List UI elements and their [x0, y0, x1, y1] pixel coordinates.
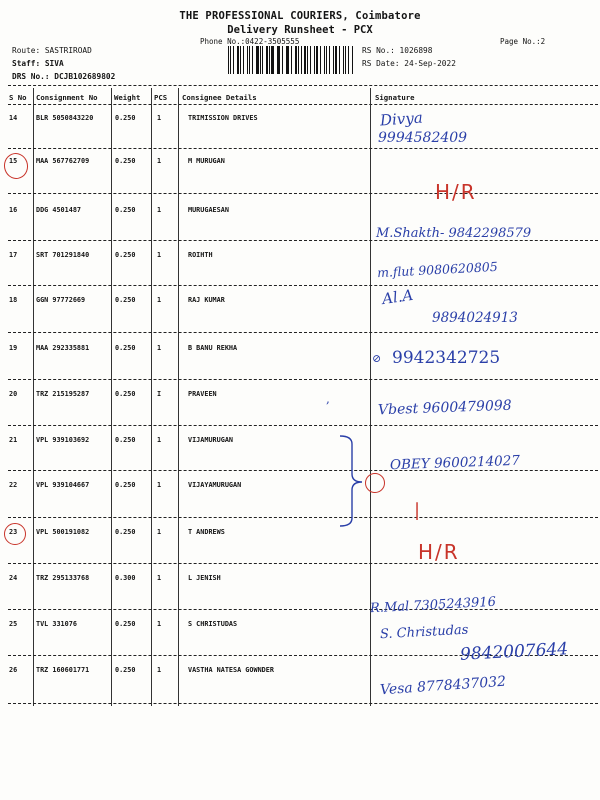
- row-pcs: 1: [157, 481, 162, 489]
- route-label: Route: SASTRIROAD: [12, 46, 92, 55]
- barcode-bar: [269, 46, 270, 74]
- barcode-bar: [345, 46, 346, 74]
- barcode-bar: [287, 46, 288, 74]
- barcode-bar: [252, 46, 253, 74]
- barcode-bar: [277, 46, 278, 74]
- row-consignee: S CHRISTUDAS: [188, 620, 238, 628]
- barcode-bar: [339, 46, 340, 74]
- barcode-bar: [240, 46, 241, 74]
- row-sno: 23: [9, 528, 18, 536]
- row-consignment: TVL 331076: [36, 620, 77, 628]
- row-consignment: VPL 939103692: [36, 436, 90, 444]
- barcode-bar: [249, 46, 250, 74]
- col-line: [33, 88, 34, 706]
- barcode-bar: [278, 46, 279, 74]
- row-weight: 0.300: [115, 574, 136, 582]
- barcode-image: [228, 46, 354, 74]
- barcode-bar: [316, 46, 318, 74]
- phone-row-14: 9994582409: [378, 130, 468, 146]
- signature-row-18: Al.A: [380, 285, 415, 309]
- barcode-bar: [329, 46, 330, 74]
- circle-mark-row-15: [2, 151, 30, 181]
- col-line: [111, 88, 112, 706]
- row-consignee: ROIHTH: [188, 251, 213, 259]
- row-divider: [8, 285, 598, 286]
- row-weight: 0.250: [115, 620, 136, 628]
- row-consignee: TRIMISSION DRIVES: [188, 114, 258, 122]
- row-consignee: PRAVEEN: [188, 390, 217, 398]
- row-pcs: 1: [157, 251, 162, 259]
- row-consignment: SRT 701291840: [36, 251, 90, 259]
- barcode-bar: [260, 46, 261, 74]
- col-signature: Signature: [375, 93, 415, 102]
- row-weight: 0.250: [115, 481, 136, 489]
- barcode-bar: [282, 46, 283, 74]
- barcode-bar: [333, 46, 334, 74]
- row-consignment: VPL 500191082: [36, 528, 90, 536]
- barcode-bar: [324, 46, 325, 74]
- row-consignment: VPL 939104667: [36, 481, 90, 489]
- hr-mark-row-23: H/R: [418, 540, 460, 564]
- row-weight: 0.250: [115, 157, 136, 165]
- row-consignment: BLR 5050843220: [36, 114, 94, 122]
- signature-row-17: m.flut 9080620805: [376, 258, 499, 281]
- col-pcs: PCS: [154, 93, 168, 102]
- barcode-bar: [228, 46, 229, 74]
- phone-row-25: 9842007644: [459, 639, 569, 665]
- barcode-bar: [304, 46, 305, 74]
- barcode-bar: [256, 46, 258, 74]
- row-consignment: MAA 567762709: [36, 157, 90, 165]
- row-weight: 0.250: [115, 528, 136, 536]
- row-sno: 20: [9, 390, 18, 398]
- header-divider: [8, 85, 598, 86]
- row-divider: [8, 609, 598, 610]
- row-consignment: TRZ 215195287: [36, 390, 90, 398]
- signature-row-16: M.Shakth- 9842298579: [376, 226, 532, 241]
- row-consignment: TRZ 295133768: [36, 574, 90, 582]
- barcode-bar: [348, 46, 349, 74]
- circle-mark-row-22: [365, 473, 385, 493]
- barcode-bar: [301, 46, 302, 74]
- row-consignee: M MURUGAN: [188, 157, 225, 165]
- row-weight: 0.250: [115, 390, 136, 398]
- tick-mark-row-22: |: [414, 500, 421, 521]
- row-consignee: MURUGAESAN: [188, 206, 229, 214]
- barcode-bar: [286, 46, 287, 74]
- column-divider: [8, 104, 598, 105]
- row-sno: 25: [9, 620, 18, 628]
- staff-label: Staff: SIVA: [12, 59, 64, 68]
- row-consignee: T ANDREWS: [188, 528, 225, 536]
- document-subtitle: Delivery Runsheet - PCX: [227, 24, 373, 36]
- signature-row-21: OBEY 9600214027: [389, 452, 521, 474]
- row-weight: 0.250: [115, 251, 136, 259]
- row-divider: [8, 332, 598, 333]
- row-pcs: 1: [157, 296, 162, 304]
- phone-row-19: 9942342725: [392, 348, 501, 368]
- col-sno: S No: [9, 93, 27, 102]
- row-consignee: RAJ KUMAR: [188, 296, 225, 304]
- col-line: [178, 88, 179, 706]
- row-consignee: VIJAYAMURUGAN: [188, 481, 242, 489]
- barcode-bar: [335, 46, 337, 74]
- rs-number: RS No.: 1026898: [362, 46, 433, 55]
- barcode-bar: [271, 46, 273, 74]
- row-divider: [8, 425, 598, 426]
- barcode-bar: [266, 46, 267, 74]
- signature-row-20: Vbest 9600479098: [377, 397, 512, 419]
- row-sno: 24: [9, 574, 18, 582]
- row-sno: 16: [9, 206, 18, 214]
- barcode-bar: [343, 46, 344, 74]
- row-divider: [8, 563, 598, 564]
- barcode-bar: [307, 46, 308, 74]
- row-consignee: B BANU REKHA: [188, 344, 238, 352]
- row-pcs: 1: [157, 620, 162, 628]
- row-sno: 17: [9, 251, 18, 259]
- row-divider: [8, 193, 598, 194]
- signature-row-25: S. Christudas: [379, 622, 469, 643]
- row-consignment: TRZ 160601771: [36, 666, 90, 674]
- rs-date: RS Date: 24-Sep-2022: [362, 59, 456, 68]
- col-consignment: Consignment No: [36, 93, 98, 102]
- barcode-bar: [262, 46, 263, 74]
- row-consignee: VASTHA NATESA GOWNDER: [188, 666, 274, 674]
- row-sno: 15: [9, 157, 18, 165]
- barcode-bar: [243, 46, 244, 74]
- row-pcs: 1: [157, 114, 162, 122]
- row-divider: [8, 517, 598, 518]
- row-consignment: DDG 4501487: [36, 206, 82, 214]
- pen-mark-row-19: ⊘: [372, 352, 382, 365]
- row-weight: 0.250: [115, 206, 136, 214]
- page-number: Page No.:2: [500, 37, 546, 46]
- barcode-bar: [230, 46, 231, 74]
- row-pcs: 1: [157, 206, 162, 214]
- col-weight: Weight: [114, 93, 141, 102]
- row-pcs: 1: [157, 157, 162, 165]
- row-weight: 0.250: [115, 666, 136, 674]
- row-pcs: 1: [157, 574, 162, 582]
- barcode-bar: [310, 46, 311, 74]
- barcode-bar: [352, 46, 353, 74]
- barcode-bar: [247, 46, 248, 74]
- row-consignee: VIJAMURUGAN: [188, 436, 234, 444]
- signature-row-26: Vesa 8778437032: [379, 673, 507, 699]
- barcode-bar: [233, 46, 234, 74]
- row-consignee: L JENISH: [188, 574, 221, 582]
- row-divider: [8, 703, 598, 704]
- barcode-bar: [237, 46, 239, 74]
- bracket-mark: [338, 430, 368, 530]
- row-weight: 0.250: [115, 344, 136, 352]
- barcode-bar: [291, 46, 292, 74]
- row-pcs: 1: [157, 666, 162, 674]
- barcode-bar: [295, 46, 297, 74]
- row-consignment: MAA 292335881: [36, 344, 90, 352]
- row-weight: 0.250: [115, 296, 136, 304]
- document-title: THE PROFESSIONAL COURIERS, Coimbatore: [179, 10, 421, 22]
- row-pcs: I: [157, 390, 162, 398]
- row-divider: [8, 470, 598, 471]
- row-divider: [8, 379, 598, 380]
- barcode-bar: [326, 46, 327, 74]
- row-sno: 14: [9, 114, 18, 122]
- circle-mark-row-23: [4, 523, 26, 545]
- row-sno: 22: [9, 481, 18, 489]
- phone-row-18: 9894024913: [432, 310, 518, 326]
- row-sno: 18: [9, 296, 18, 304]
- row-sno: 26: [9, 666, 18, 674]
- row-weight: 0.250: [115, 436, 136, 444]
- col-consignee: Consignee Details: [182, 93, 257, 102]
- col-line: [151, 88, 152, 706]
- barcode-bar: [298, 46, 299, 74]
- signature-row-14: Divya: [379, 108, 424, 130]
- row-pcs: 1: [157, 436, 162, 444]
- barcode-bar: [314, 46, 315, 74]
- drs-number: DRS No.: DCJB102689802: [12, 72, 116, 81]
- barcode-bar: [320, 46, 321, 74]
- phone-number: Phone No.:0422-3505555: [200, 37, 300, 46]
- row-sno: 19: [9, 344, 18, 352]
- row-pcs: 1: [157, 528, 162, 536]
- pen-mark: ,: [326, 392, 330, 406]
- row-pcs: 1: [157, 344, 162, 352]
- row-consignment: GGN 97772669: [36, 296, 86, 304]
- hr-mark-row-15: H/R: [435, 180, 477, 204]
- row-weight: 0.250: [115, 114, 136, 122]
- row-divider: [8, 148, 598, 149]
- signature-row-24: R.Mal 7305243916: [369, 594, 497, 617]
- row-sno: 21: [9, 436, 18, 444]
